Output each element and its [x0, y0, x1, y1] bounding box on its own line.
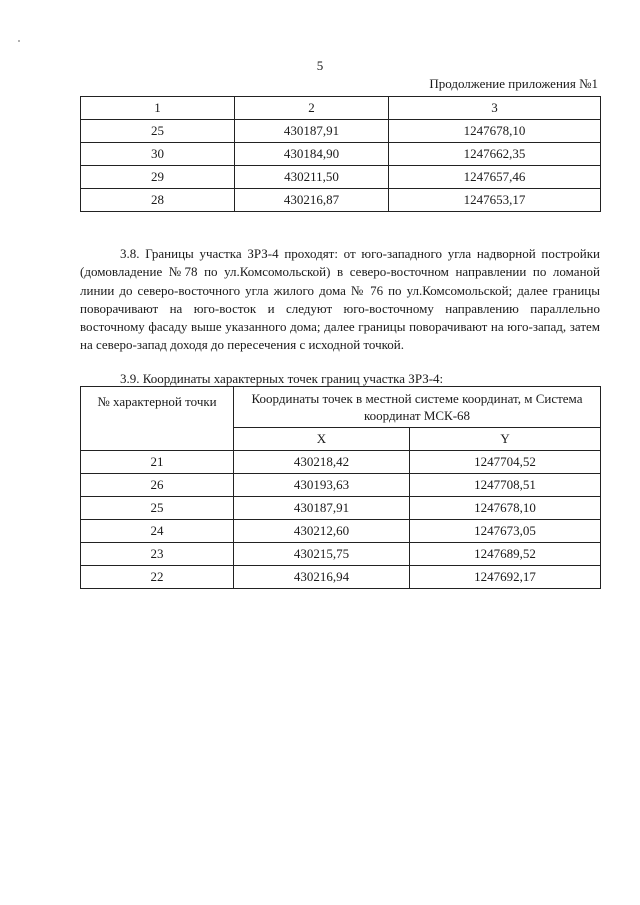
point-number-cell: 25	[81, 120, 235, 143]
x-coordinate-cell: 430211,50	[235, 166, 389, 189]
table-header-row	[81, 97, 601, 120]
x-coordinate-cell: 430193,63	[234, 474, 410, 497]
x-coordinate-cell: 430212,60	[234, 520, 410, 543]
point-number-cell: 21	[81, 451, 234, 474]
y-coordinate-cell: 1247692,17	[410, 566, 601, 589]
table-row	[81, 474, 601, 497]
y-coordinate-cell: 1247657,46	[389, 166, 601, 189]
paragraph-zone-boundary-description: 3.8. Границы участка ЗРЗ-4 проходят: от юго-западного угла надворной постройки (домовладение №78 по ул.Комсомольской) в северо-восточном направлении по ломаной линии до северо-восточного угла жилого дома № 76 по ул.Комсомольской; далее границы поворачивают на юго-восток и следуют юго-восточному направлению параллельно восточному фасаду выше указанного дома; далее границы поворачивают на юго-запад, затем на северо-запад доходя до пересечения с исходной точкой.	[80, 246, 600, 353]
point-number-cell: 24	[81, 520, 234, 543]
column-header-number: 3	[389, 97, 601, 120]
y-coordinate-cell: 1247678,10	[410, 497, 601, 520]
y-coordinate-cell: 1247704,52	[410, 451, 601, 474]
x-coordinate-cell: 430216,94	[234, 566, 410, 589]
column-header-y: Y	[410, 428, 601, 451]
appendix-continuation-note: Продолжение приложения №1	[429, 76, 598, 91]
table-row	[81, 566, 601, 589]
table-row	[81, 451, 601, 474]
column-header-x: X	[234, 428, 410, 451]
table-row	[81, 520, 601, 543]
point-number-cell: 26	[81, 474, 234, 497]
table-row	[81, 166, 601, 189]
y-coordinate-cell: 1247708,51	[410, 474, 601, 497]
scan-artifact	[18, 40, 20, 42]
point-number-cell: 23	[81, 543, 234, 566]
table-row	[81, 543, 601, 566]
table-row	[81, 497, 601, 520]
x-coordinate-cell: 430187,91	[234, 497, 410, 520]
x-coordinate-cell: 430215,75	[234, 543, 410, 566]
x-coordinate-cell: 430216,87	[235, 189, 389, 212]
y-coordinate-cell: 1247678,10	[389, 120, 601, 143]
page-number: 5	[316, 58, 324, 73]
y-coordinate-cell: 1247689,52	[410, 543, 601, 566]
y-coordinate-cell: 1247653,17	[389, 189, 601, 212]
coordinates-table-continuation	[80, 96, 601, 212]
table-row	[81, 189, 601, 212]
coordinates-table-zrz4	[80, 386, 601, 589]
x-coordinate-cell: 430218,42	[234, 451, 410, 474]
x-coordinate-cell: 430187,91	[235, 120, 389, 143]
point-number-cell: 30	[81, 143, 235, 166]
table-row	[81, 120, 601, 143]
paragraph-coordinates-heading: 3.9. Координаты характерных точек границ участка ЗРЗ-4:	[120, 371, 444, 386]
column-header-point-number: № характерной точки	[81, 387, 234, 451]
table-header-row	[81, 387, 601, 428]
column-header-number: 2	[235, 97, 389, 120]
y-coordinate-cell: 1247673,05	[410, 520, 601, 543]
column-header-number: 1	[81, 97, 235, 120]
column-header-coordinate-system: Координаты точек в местной системе координат, м Система координат МСК-68	[234, 387, 601, 428]
point-number-cell: 25	[81, 497, 234, 520]
point-number-cell: 29	[81, 166, 235, 189]
y-coordinate-cell: 1247662,35	[389, 143, 601, 166]
table-row	[81, 143, 601, 166]
x-coordinate-cell: 430184,90	[235, 143, 389, 166]
point-number-cell: 28	[81, 189, 235, 212]
point-number-cell: 22	[81, 566, 234, 589]
